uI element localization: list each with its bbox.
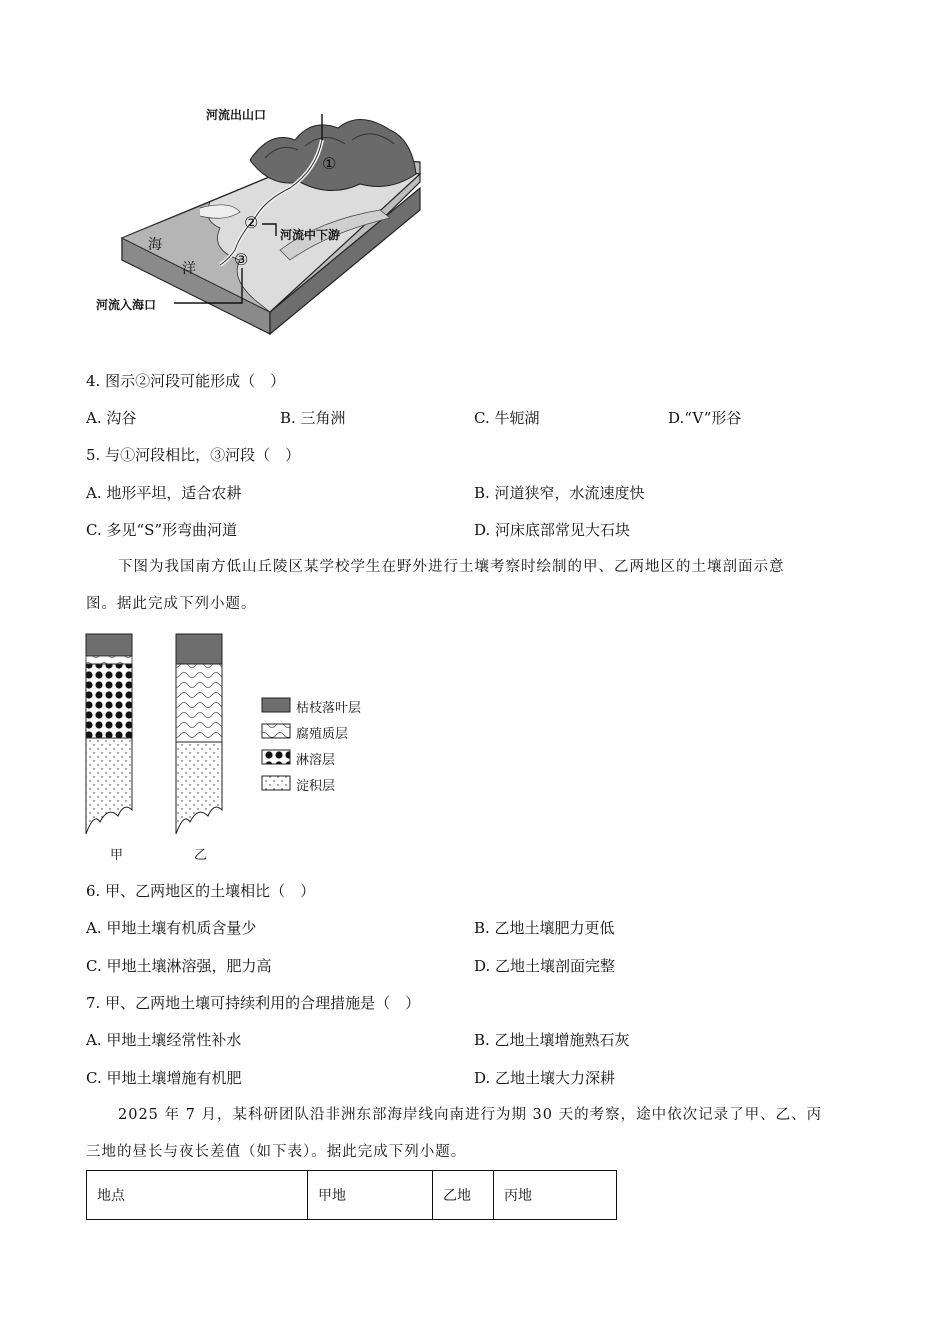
legend-illuvial-layer: 淀积层 [296, 779, 336, 794]
q4-option-a[interactable]: A. 沟谷 [86, 409, 137, 427]
legend-eluvial-layer: 淋溶层 [296, 753, 336, 768]
day-night-table [86, 1170, 617, 1220]
legend-litter-layer: 枯枝落叶层 [296, 701, 362, 716]
intro2-line2: 图。据此完成下列小题。 [86, 596, 257, 612]
q5-option-c[interactable]: C. 多见“S”形弯曲河道 [86, 521, 238, 539]
label-river-outlet: 河流出山口 [206, 108, 267, 122]
marker-2: ② [244, 213, 259, 232]
intro3-line1: 2025 年 7 月，某科研团队沿非洲东部海岸线向南进行为期 30 天的考察，途中依次记录了甲、乙、丙 [118, 1107, 823, 1123]
river-block-diagram [90, 100, 430, 340]
q6-option-d[interactable]: D. 乙地土壤剖面完整 [474, 957, 616, 975]
label-jia: 甲 [110, 848, 124, 863]
q4-option-c[interactable]: C. 牛轭湖 [474, 409, 540, 427]
q4-option-d[interactable]: D.“V”形谷 [668, 409, 742, 427]
soil-profile-figure [84, 630, 394, 865]
q7-option-c[interactable]: C. 甲地土壤增施有机肥 [86, 1069, 242, 1087]
marker-3: ③ [234, 250, 249, 269]
legend-humus-layer: 腐殖质层 [296, 727, 349, 742]
q5-stem: 5. 与①河段相比，③河段（ ） [86, 446, 301, 464]
q5-option-d[interactable]: D. 河床底部常见大石块 [474, 521, 631, 539]
table-header-row [87, 1171, 617, 1220]
q5-option-b[interactable]: B. 河道狭窄，水流速度快 [474, 484, 645, 502]
q7-stem: 7. 甲、乙两地土壤可持续利用的合理措施是（ ） [86, 994, 421, 1012]
q6-option-b[interactable]: B. 乙地土壤肥力更低 [474, 919, 615, 937]
label-yi: 乙 [194, 848, 208, 863]
intro3-line2: 三地的昼长与夜长差值（如下表）。据此完成下列小题。 [86, 1144, 467, 1160]
q7-option-b[interactable]: B. 乙地土壤增施熟石灰 [474, 1031, 630, 1049]
table-header-bing: 丙地 [494, 1171, 617, 1220]
q6-stem: 6. 甲、乙两地区的土壤相比（ ） [86, 882, 316, 900]
q7-option-a[interactable]: A. 甲地土壤经常性补水 [86, 1031, 242, 1049]
q7-option-d[interactable]: D. 乙地土壤大力深耕 [474, 1069, 616, 1087]
label-estuary: 河流入海口 [96, 298, 157, 312]
q4-stem: 4. 图示②河段可能形成（ ） [86, 372, 286, 390]
q6-option-a[interactable]: A. 甲地土壤有机质含量少 [86, 919, 257, 937]
profile-jia [86, 634, 132, 834]
table-header-location: 地点 [87, 1171, 308, 1220]
table-header-yi: 乙地 [433, 1171, 494, 1220]
profile-yi [176, 634, 222, 834]
q4-option-b[interactable]: B. 三角洲 [280, 409, 346, 427]
table-header-jia: 甲地 [308, 1171, 433, 1220]
intro2-line1: 下图为我国南方低山丘陵区某学校学生在野外进行土壤考察时绘制的甲、乙两地区的土壤剖面示意 [118, 559, 785, 575]
q5-option-a[interactable]: A. 地形平坦，适合农耕 [86, 484, 242, 502]
label-middle-lower: 河流中下游 [280, 228, 341, 242]
label-sea-1: 海 [148, 237, 162, 253]
marker-1: ① [322, 154, 337, 173]
label-sea-2: 洋 [182, 261, 196, 277]
q6-option-c[interactable]: C. 甲地土壤淋溶强，肥力高 [86, 957, 272, 975]
